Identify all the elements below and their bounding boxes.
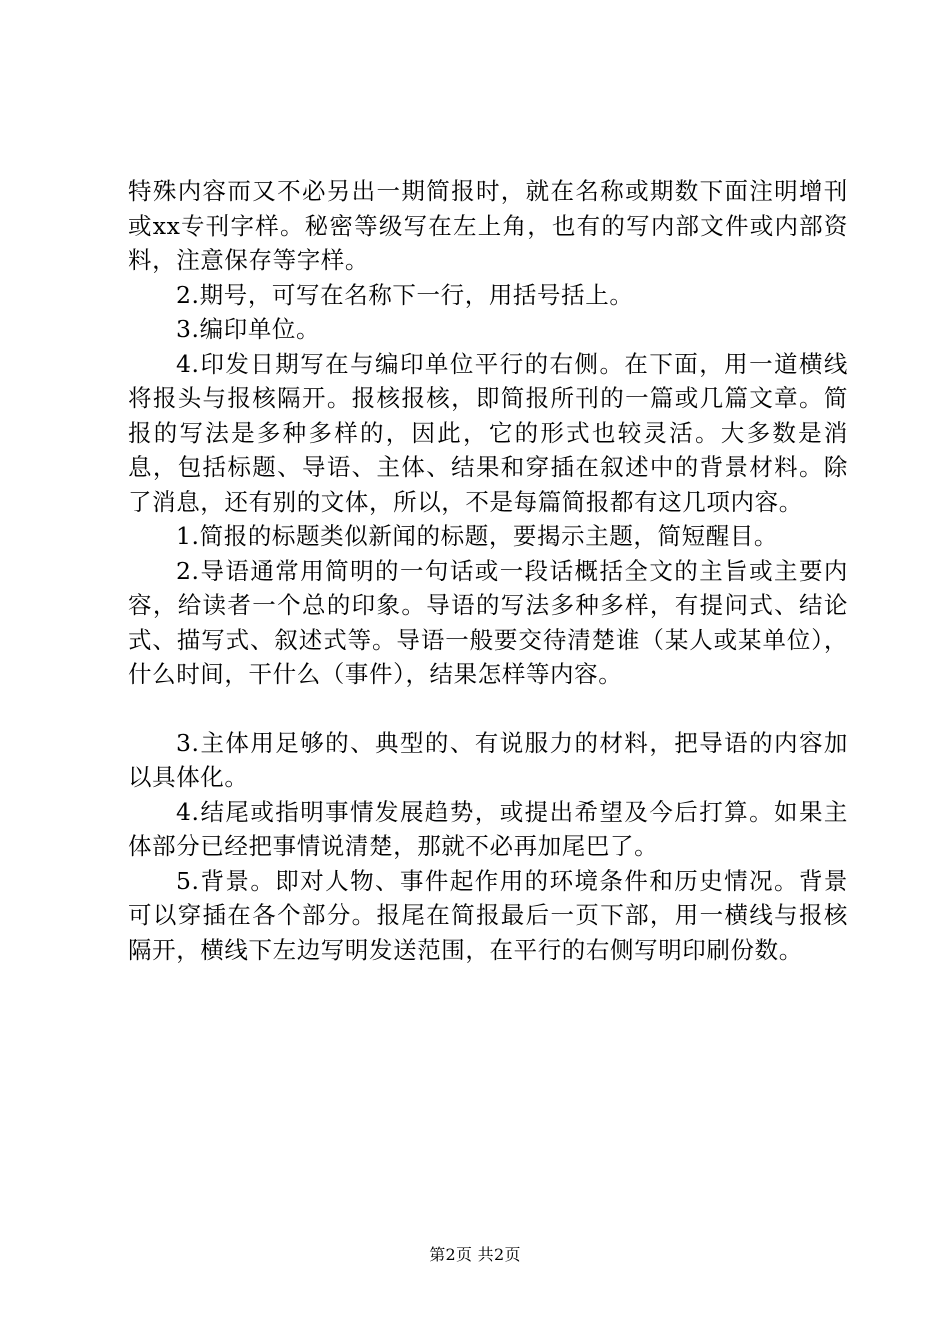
paragraph-7: 3.主体用足够的、典型的、有说服力的材料，把导语的内容加以具体化。 xyxy=(128,728,848,791)
paragraph-3: 3.编印单位。 xyxy=(176,315,321,343)
paragraph-5: 1.简报的标题类似新闻的标题，要揭示主题，简短醒目。 xyxy=(176,522,779,550)
paragraph-4: 4.印发日期写在与编印单位平行的右侧。在下面，用一道横线将报头与报核隔开。报核报核，即简报所刊的一篇或几篇文章。简报的写法是多种多样的，因此，它的形式也较灵活。大多数是消息，包括标题、导语、主体、结果和穿插在叙述中的背景材料。除了消息，还有别的文体，所以，不是每篇简报都有这几项内容。 xyxy=(128,349,848,516)
page-number-footer: 第2页 共2页 xyxy=(429,1245,521,1264)
document-body xyxy=(128,174,848,967)
paragraph-6: 2.导语通常用简明的一句话或一段话概括全文的主旨或主要内容，给读者一个总的印象。导语的写法多种多样，有提问式、结论式、描写式、叙述式等。导语一般要交待清楚谁（某人或某单位），什么时间，干什么（事件），结果怎样等内容。 xyxy=(128,556,848,688)
paragraph-1: 特殊内容而又不必另出一期简报时，就在名称或期数下面注明增刊或xx专刊字样。秘密等级写在左上角，也有的写内部文件或内部资料，注意保存等字样。 xyxy=(128,177,848,274)
paragraph-2: 2.期号，可写在名称下一行，用括号括上。 xyxy=(176,280,634,309)
paragraph-9: 5.背景。即对人物、事件起作用的环境条件和历史情况。背景可以穿插在各个部分。报尾在简报最后一页下部，用一横线与报核隔开，横线下左边写明发送范围，在平行的右侧写明印刷份数。 xyxy=(128,866,848,964)
paragraph-8: 4.结尾或指明事情发展趋势，或提出希望及今后打算。如果主体部分已经把事情说清楚，那就不必再加尾巴了。 xyxy=(128,797,848,860)
